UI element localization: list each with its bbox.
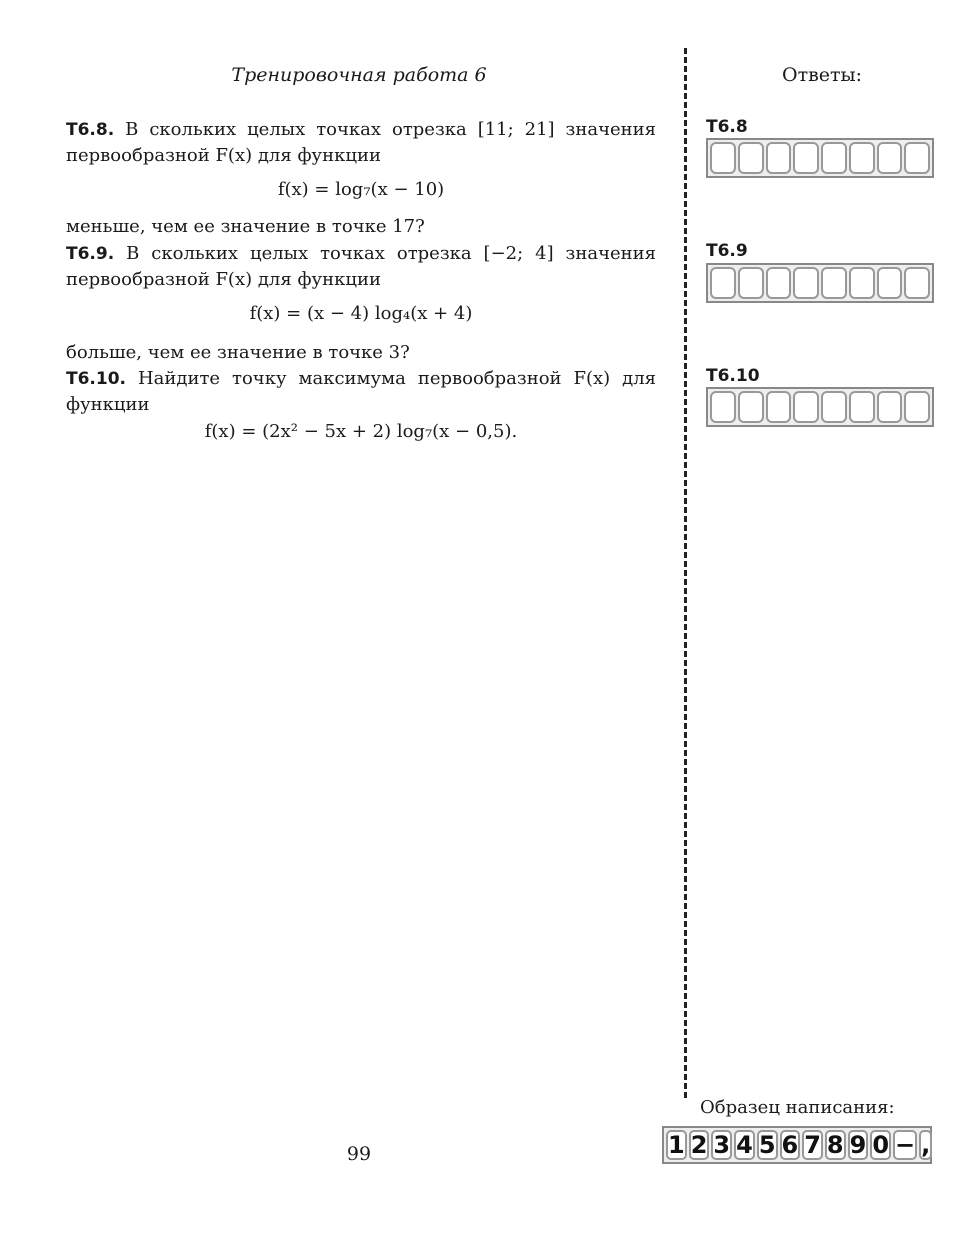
- cut-line-divider: [684, 48, 687, 1098]
- answer-cell[interactable]: [877, 391, 903, 423]
- answer-cell[interactable]: [904, 142, 930, 174]
- problem-6-10-formula: f(x) = (2x² − 5x + 2) log₇(x − 0,5).: [204, 421, 518, 442]
- answer-cell[interactable]: [793, 391, 819, 423]
- answer-cell[interactable]: [849, 142, 875, 174]
- sample-glyph: 7: [804, 1131, 821, 1159]
- problem-6-9-number: Т6.9.: [66, 244, 115, 264]
- answers-column-title: Ответы:: [782, 64, 863, 86]
- answer-cell[interactable]: [766, 142, 792, 174]
- answer-cell[interactable]: [821, 267, 847, 299]
- problem-6-9-statement: [66, 241, 656, 292]
- answer-cell[interactable]: [766, 267, 792, 299]
- problem-6-8-number: Т6.8.: [66, 120, 115, 140]
- sample-glyph: 2: [690, 1131, 708, 1159]
- problem-6-10-text: Найдите точку максимума первообразной F(x) для функции: [66, 368, 656, 415]
- sample-glyph: 6: [781, 1131, 799, 1159]
- sample-glyph: 0: [872, 1131, 890, 1159]
- answer-cell[interactable]: [877, 267, 903, 299]
- sample-glyph: 5: [758, 1131, 776, 1159]
- answer-cell[interactable]: [738, 267, 764, 299]
- problem-6-8-question: меньше, чем ее значение в точке 17?: [66, 216, 425, 237]
- answer-field-6-8[interactable]: [706, 138, 934, 178]
- answer-cell[interactable]: [877, 142, 903, 174]
- answer-cell[interactable]: [793, 142, 819, 174]
- answer-cell[interactable]: [738, 391, 764, 423]
- answer-cell[interactable]: [738, 142, 764, 174]
- sample-glyph: 4: [736, 1131, 753, 1159]
- answer-cell[interactable]: [904, 391, 930, 423]
- answer-cell[interactable]: [710, 391, 736, 423]
- sample-glyph: 8: [826, 1131, 844, 1159]
- answer-label-6-9: Т6.9: [706, 241, 748, 261]
- problem-6-9-text: В скольких целых точках отрезка [−2; 4] значения первообразной F(x) для функции: [66, 243, 656, 290]
- problem-6-10-statement: [66, 366, 656, 417]
- page-header-title: Тренировочная работа 6: [231, 64, 487, 86]
- answer-label-6-8: Т6.8: [706, 117, 748, 137]
- answer-cell[interactable]: [710, 142, 736, 174]
- answer-cell[interactable]: [821, 391, 847, 423]
- answer-cell[interactable]: [849, 391, 875, 423]
- answer-field-6-9[interactable]: [706, 263, 934, 303]
- problem-6-10-number: Т6.10.: [66, 369, 126, 389]
- sample-glyph: ,: [921, 1131, 931, 1159]
- sample-glyph: −: [895, 1131, 916, 1159]
- sample-glyph: 1: [668, 1131, 685, 1159]
- writing-sample-label: Образец написания:: [700, 1097, 895, 1118]
- answer-label-6-10: Т6.10: [706, 366, 760, 386]
- sample-glyph: 3: [713, 1131, 731, 1159]
- problem-6-8-statement: [66, 117, 656, 168]
- page-number: 99: [346, 1143, 372, 1165]
- problem-6-9-question: больше, чем ее значение в точке 3?: [66, 342, 410, 363]
- answer-cell[interactable]: [904, 267, 930, 299]
- sample-glyph: 9: [849, 1131, 867, 1159]
- problem-6-9-formula: f(x) = (x − 4) log₄(x + 4): [249, 303, 473, 324]
- answer-cell[interactable]: [766, 391, 792, 423]
- answer-cell[interactable]: [821, 142, 847, 174]
- problem-6-8-text: В скольких целых точках отрезка [11; 21] значения первообразной F(x) для функции: [66, 119, 656, 166]
- problem-6-8-formula: f(x) = log₇(x − 10): [277, 179, 445, 200]
- answer-field-6-10[interactable]: [706, 387, 934, 427]
- answer-cell[interactable]: [793, 267, 819, 299]
- answer-cell[interactable]: [849, 267, 875, 299]
- answer-cell[interactable]: [710, 267, 736, 299]
